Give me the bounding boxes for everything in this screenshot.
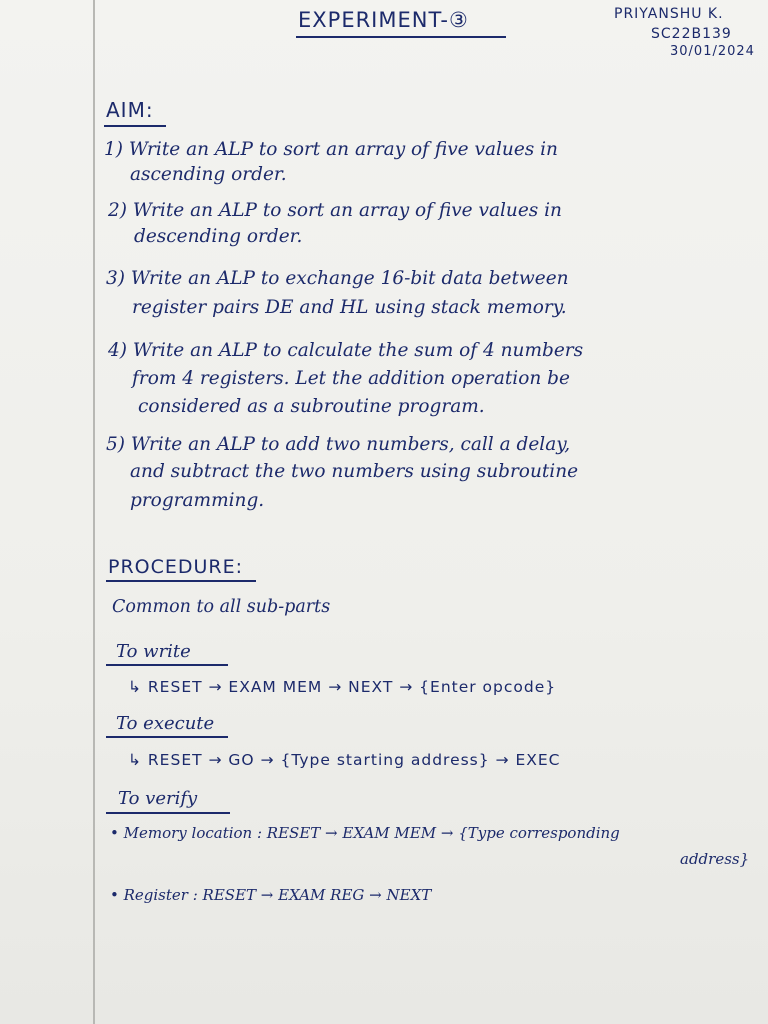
aim-item-4-line2: from 4 registers. Let the addition operation be: [132, 368, 570, 389]
procedure-heading-underline: [106, 580, 256, 582]
title-underline: [296, 36, 506, 38]
author-id: SC22B139: [651, 26, 732, 42]
aim-item-3-line2: register pairs DE and HL using stack memory.: [132, 297, 567, 318]
date: 30/01/2024: [670, 44, 755, 59]
aim-item-5-line3: programming.: [130, 490, 265, 511]
procedure-intro: Common to all sub-parts: [112, 597, 331, 617]
aim-item-4-line1: 4) Write an ALP to calculate the sum of 4 numbers: [108, 340, 584, 361]
aim-item-5-line1: 5) Write an ALP to add two numbers, call a delay,: [106, 434, 571, 455]
procedure-heading: PROCEDURE:: [108, 556, 244, 578]
aim-item-2-line1: 2) Write an ALP to sort an array of five values in: [108, 200, 562, 221]
to-verify-label: To verify: [118, 788, 198, 809]
verify-memory-location-cont: address}: [680, 850, 750, 868]
verify-memory-location: • Memory location : RESET → EXAM MEM → {Type corresponding: [110, 824, 620, 842]
aim-item-1-line2: ascending order.: [130, 164, 287, 185]
to-write-steps: ↳ RESET → EXAM MEM → NEXT → {Enter opcode}: [128, 678, 557, 696]
verify-register: • Register : RESET → EXAM REG → NEXT: [110, 886, 432, 904]
to-verify-underline: [106, 812, 230, 814]
to-write-label: To write: [116, 641, 191, 662]
to-execute-steps: ↳ RESET → GO → {Type starting address} → EXEC: [128, 751, 561, 769]
author-name: PRIYANSHU K.: [614, 6, 724, 22]
aim-item-4-line3: considered as a subroutine program.: [138, 396, 485, 417]
margin-line: [93, 0, 95, 1024]
aim-item-3-line1: 3) Write an ALP to exchange 16-bit data between: [106, 268, 569, 289]
aim-item-1-line1: 1) Write an ALP to sort an array of five values in: [104, 139, 558, 160]
page-title: EXPERIMENT-③: [298, 8, 469, 32]
aim-heading: AIM:: [106, 98, 154, 122]
aim-item-2-line2: descending order.: [134, 226, 303, 247]
to-execute-label: To execute: [116, 713, 215, 734]
aim-item-5-line2: and subtract the two numbers using subroutine: [130, 461, 579, 482]
to-execute-underline: [106, 736, 228, 738]
aim-heading-underline: [104, 125, 166, 127]
to-write-underline: [106, 664, 228, 666]
